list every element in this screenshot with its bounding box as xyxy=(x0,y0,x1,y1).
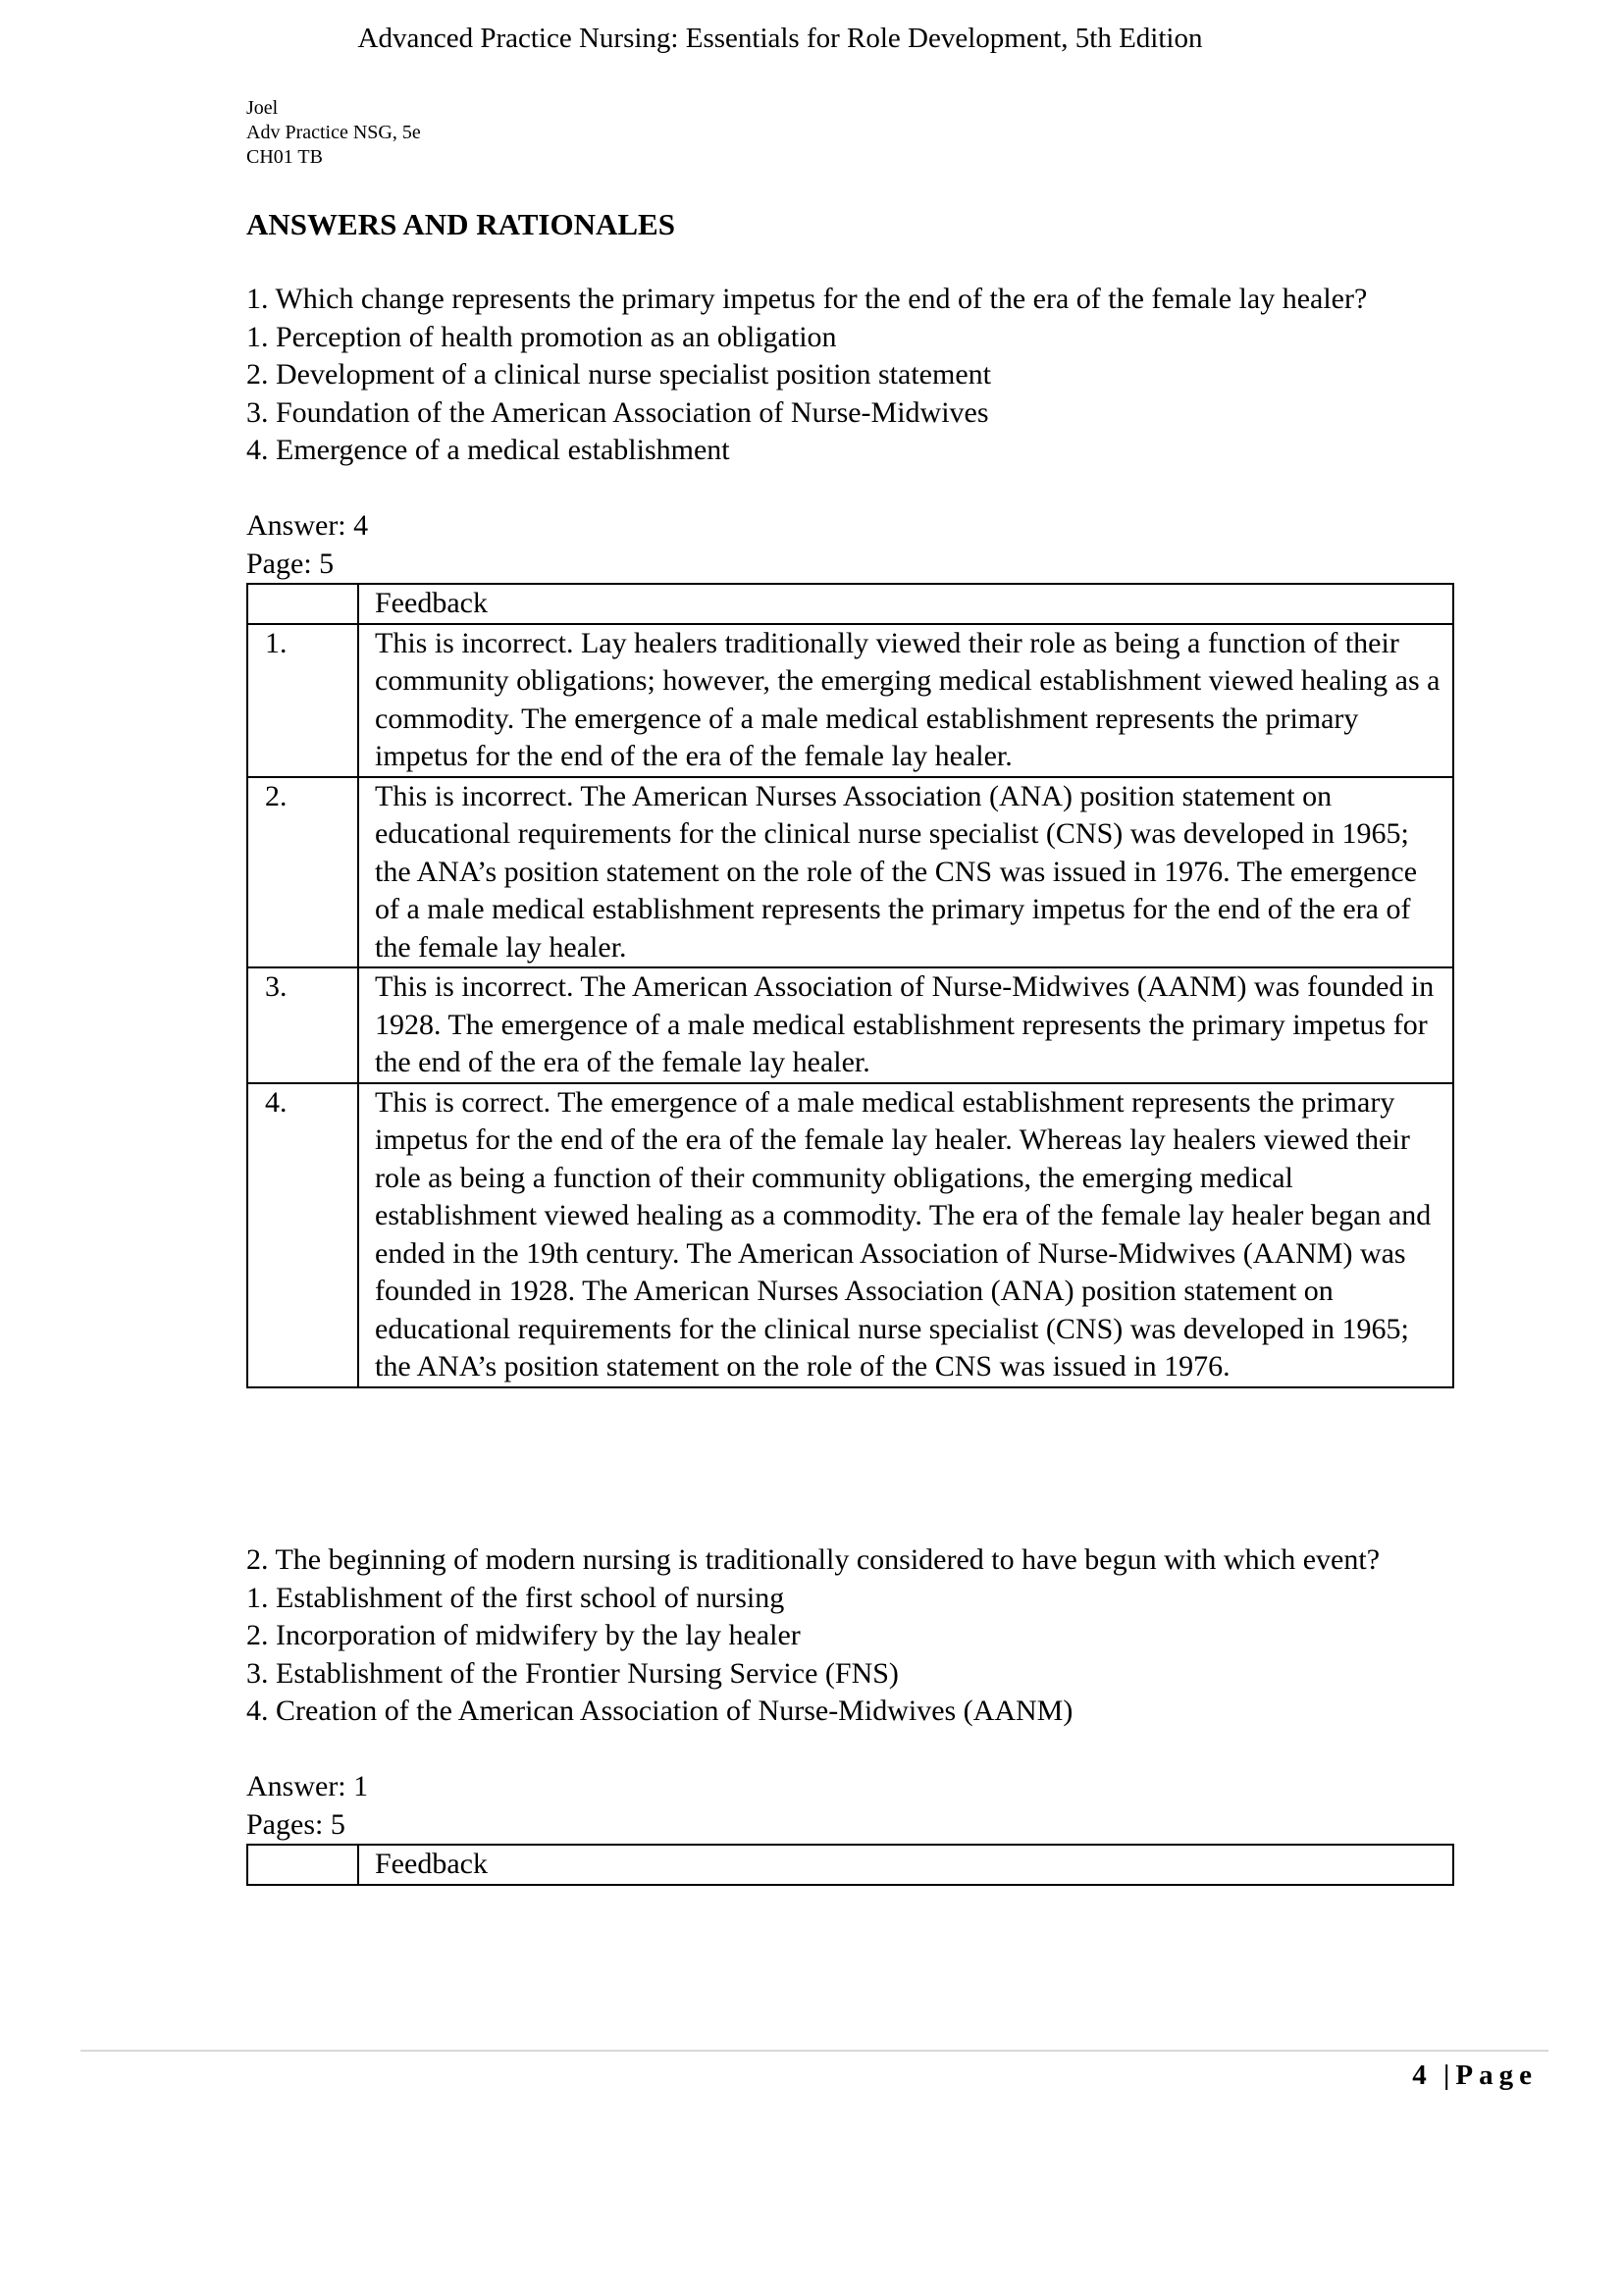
feedback-text: This is correct. The emergence of a male medical establishment represents the primary impetus for the end of the era of the female lay healer. Whereas lay healers viewed their role as being a function of their community obligations, the emerging medical establishment viewed healing as a commodity. The era of the female lay healer began and ended in the 19th century. The American Association of Nurse-Midwives (AANM) was founded in 1928. The American Nurses Association (ANA) position statement on educational requirements for the clinical nurse specialist (CNS) was developed in 1965; the ANA’s position statement on the role of the CNS was issued in 1976. xyxy=(358,1083,1453,1387)
page-number: 4 xyxy=(1412,2060,1433,2091)
answer-option: 2. Development of a clinical nurse specialist position statement xyxy=(246,358,991,391)
feedback-text: This is incorrect. The American Nurses Association (ANA) position statement on educational requirements for the clinical nurse specialist (CNS) was developed in 1965; the ANA’s position statement on the role of the CNS was issued in 1976. The emergence of a male medical establishment represents the primary impetus for the end of the era of the female lay healer. xyxy=(358,777,1453,968)
question-1 xyxy=(246,281,1463,1388)
feedback-number: 3. xyxy=(247,967,358,1083)
page-reference: Page: 5 xyxy=(246,547,335,580)
answer-option: 3. Establishment of the Frontier Nursing Service (FNS) xyxy=(246,1656,899,1690)
feedback-table xyxy=(246,1844,1454,1886)
feedback-text: This is incorrect. The American Association of Nurse-Midwives (AANM) was founded in 1928. The emergence of a male medical establishment represents the primary impetus for the end of the era of the female lay healer. xyxy=(358,967,1453,1083)
feedback-number: 2. xyxy=(247,777,358,968)
page-label: Page xyxy=(1455,2060,1538,2091)
correct-answer: Answer: 1 xyxy=(246,1770,369,1802)
question-2 xyxy=(246,1541,1463,1886)
feedback-number: 4. xyxy=(247,1083,358,1387)
feedback-row xyxy=(247,624,1453,777)
feedback-header-row xyxy=(247,1845,1453,1885)
feedback-header-number-cell xyxy=(247,1845,358,1885)
correct-answer: Answer: 4 xyxy=(246,509,369,542)
question-stem: 1. Which change represents the primary impetus for the end of the era of the female lay healer? xyxy=(246,283,1368,315)
feedback-header-cell: Feedback xyxy=(358,584,1453,624)
answer-option: 1. Perception of health promotion as an obligation xyxy=(246,320,837,353)
spacer xyxy=(246,470,1463,508)
section-heading: ANSWERS AND RATIONALES xyxy=(246,207,675,241)
page-number-footer xyxy=(1412,2058,1538,2093)
answer-option: 4. Creation of the American Association of Nurse-Midwives (AANM) xyxy=(246,1695,1074,1727)
running-title: Advanced Practice Nursing: Essentials for Role Development, 5th Edition xyxy=(357,23,1203,54)
answer-option: 1. Establishment of the first school of nursing xyxy=(246,1581,785,1614)
feedback-table xyxy=(246,583,1454,1388)
feedback-row xyxy=(247,1083,1453,1387)
feedback-row xyxy=(247,967,1453,1083)
answer-option: 4. Emergence of a medical establishment xyxy=(246,434,730,466)
spacer xyxy=(246,1731,1463,1769)
feedback-header-cell: Feedback xyxy=(358,1845,1453,1885)
feedback-row xyxy=(247,777,1453,968)
feedback-header-row xyxy=(247,584,1453,624)
document-meta xyxy=(246,96,421,170)
feedback-header-number-cell xyxy=(247,584,358,624)
page-separator: | xyxy=(1443,2060,1450,2091)
footer-divider xyxy=(80,2050,1548,2052)
meta-author: Joel xyxy=(246,97,279,119)
question-stem: 2. The beginning of modern nursing is traditionally considered to have begun with which event? xyxy=(246,1543,1381,1576)
answer-option: 2. Incorporation of midwifery by the lay healer xyxy=(246,1619,801,1651)
meta-book: Adv Practice NSG, 5e xyxy=(246,122,421,143)
answer-option: 3. Foundation of the American Association of Nurse-Midwives xyxy=(246,395,989,429)
feedback-number: 1. xyxy=(247,624,358,777)
meta-chapter: CH01 TB xyxy=(246,146,323,168)
feedback-text: This is incorrect. Lay healers traditionally viewed their role as being a function of their community obligations; however, the emerging medical establishment viewed healing as a commodity. The emergence of a male medical establishment represents the primary impetus for the end of the era of the female lay healer. xyxy=(358,624,1453,777)
page-reference: Pages: 5 xyxy=(246,1807,345,1841)
